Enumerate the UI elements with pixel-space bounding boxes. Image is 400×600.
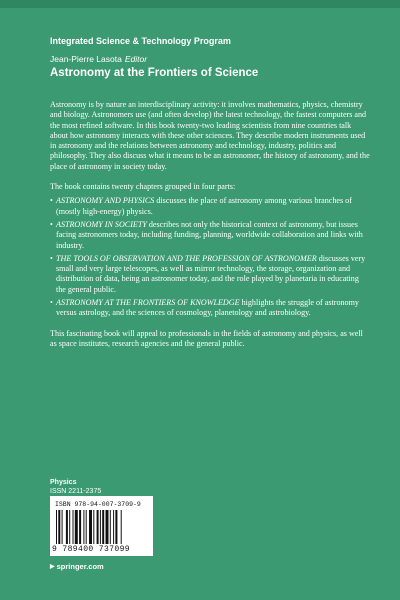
barcode-bar xyxy=(106,510,109,544)
bullet-icon: • xyxy=(50,253,53,263)
barcode-bar xyxy=(73,510,74,544)
barcode-bar xyxy=(113,510,114,544)
part-description: discusses very small and very large telescopes, as well as mirror technology, the storage, organization and distribution of data, being an astronomer today, and the role played by planetaria in educating the general public. xyxy=(56,253,366,294)
part-title: ASTRONOMY IN SOCIETY xyxy=(56,219,147,229)
barcode-bar xyxy=(93,510,94,544)
barcode-bar xyxy=(75,510,78,544)
editor-line xyxy=(50,54,370,64)
list-item xyxy=(50,196,370,217)
issn-label: ISSN 2211-2375 xyxy=(50,488,102,495)
bullet-icon: • xyxy=(50,219,53,229)
barcode xyxy=(50,496,153,556)
bullet-icon: • xyxy=(50,298,53,308)
barcode-bar xyxy=(115,510,117,544)
cover-header xyxy=(50,36,370,80)
isbn-label: ISBN 978-94-007-3709-9 xyxy=(55,501,141,508)
back-cover-blurb xyxy=(50,100,370,359)
publisher-website[interactable] xyxy=(50,562,104,571)
closing-paragraph: This fascinating book will appeal to professionals in the fields of astronomy and physics, as well as space institutes, research agencies and the general public. xyxy=(50,328,363,348)
subject-block xyxy=(50,478,101,496)
parts-list xyxy=(50,196,370,318)
ean-digits: 9 789400 737099 xyxy=(52,545,131,554)
book-title: Astronomy at the Frontiers of Science xyxy=(50,67,259,79)
arrow-icon: ▶ xyxy=(50,564,55,570)
bullet-icon: • xyxy=(50,196,53,206)
part-title: ASTRONOMY AND PHYSICS xyxy=(56,196,155,206)
barcode-bar xyxy=(83,510,84,544)
barcode-bar xyxy=(110,510,111,544)
part-description: discusses the place of astronomy among various branches of (mostly high-energy) physics. xyxy=(56,196,352,216)
barcode-bar xyxy=(97,510,99,544)
list-item xyxy=(50,298,370,319)
barcode-bar xyxy=(56,510,57,544)
intro-paragraph: Astronomy is by nature an interdisciplinary activity: it involves mathematics, physics, chemistry and biology. Astronomers use (and often develop) the latest technology, the fastest computers and the most refined software. In this book twenty-two leading scientists from nine countries talk about how astronomy interacts with these other sciences. They describe modern instruments used in astronomy and the relations between astronomy and technology, industry, politics and philosophy. They also discuss what it means to be an astronomer, the history of astronomy, and the place of astronomy in society today. xyxy=(50,100,370,171)
barcode-bar xyxy=(69,510,70,544)
barcode-bar xyxy=(79,510,81,544)
list-item xyxy=(50,254,370,295)
barcode-bar xyxy=(89,510,92,544)
part-description: describes not only the historical context of astronomy, but issues facing astronomers today, including funding, planning, worldwide collaboration and links with industry. xyxy=(56,219,363,250)
parts-intro: The book contains twenty chapters grouped in four parts: xyxy=(50,182,236,192)
barcode-bar xyxy=(102,510,104,544)
website-label: springer.com xyxy=(56,562,104,571)
editor-role: Editor xyxy=(124,54,148,64)
barcode-bar xyxy=(100,510,101,544)
part-title: ASTRONOMY AT THE FRONTIERS OF KNOWLEDGE xyxy=(56,298,240,308)
barcode-bar xyxy=(66,510,68,544)
barcode-bar xyxy=(86,510,87,544)
top-color-band xyxy=(0,0,400,8)
editor-name: Jean-Pierre Lasota xyxy=(50,54,122,64)
list-item xyxy=(50,220,370,251)
barcode-bars xyxy=(56,510,147,544)
barcode-bar xyxy=(58,510,60,544)
part-title: THE TOOLS OF OBSERVATION AND THE PROFESSION OF ASTRONOMER xyxy=(56,253,317,263)
series-title: Integrated Science & Technology Program xyxy=(50,36,231,46)
barcode-bar xyxy=(62,510,63,544)
subject-label: Physics xyxy=(50,479,77,486)
part-description: highlights the struggle of astronomy versus astrology, and the sciences of cosmology, planetology and astrobiology. xyxy=(56,298,359,318)
barcode-bar xyxy=(121,510,122,544)
